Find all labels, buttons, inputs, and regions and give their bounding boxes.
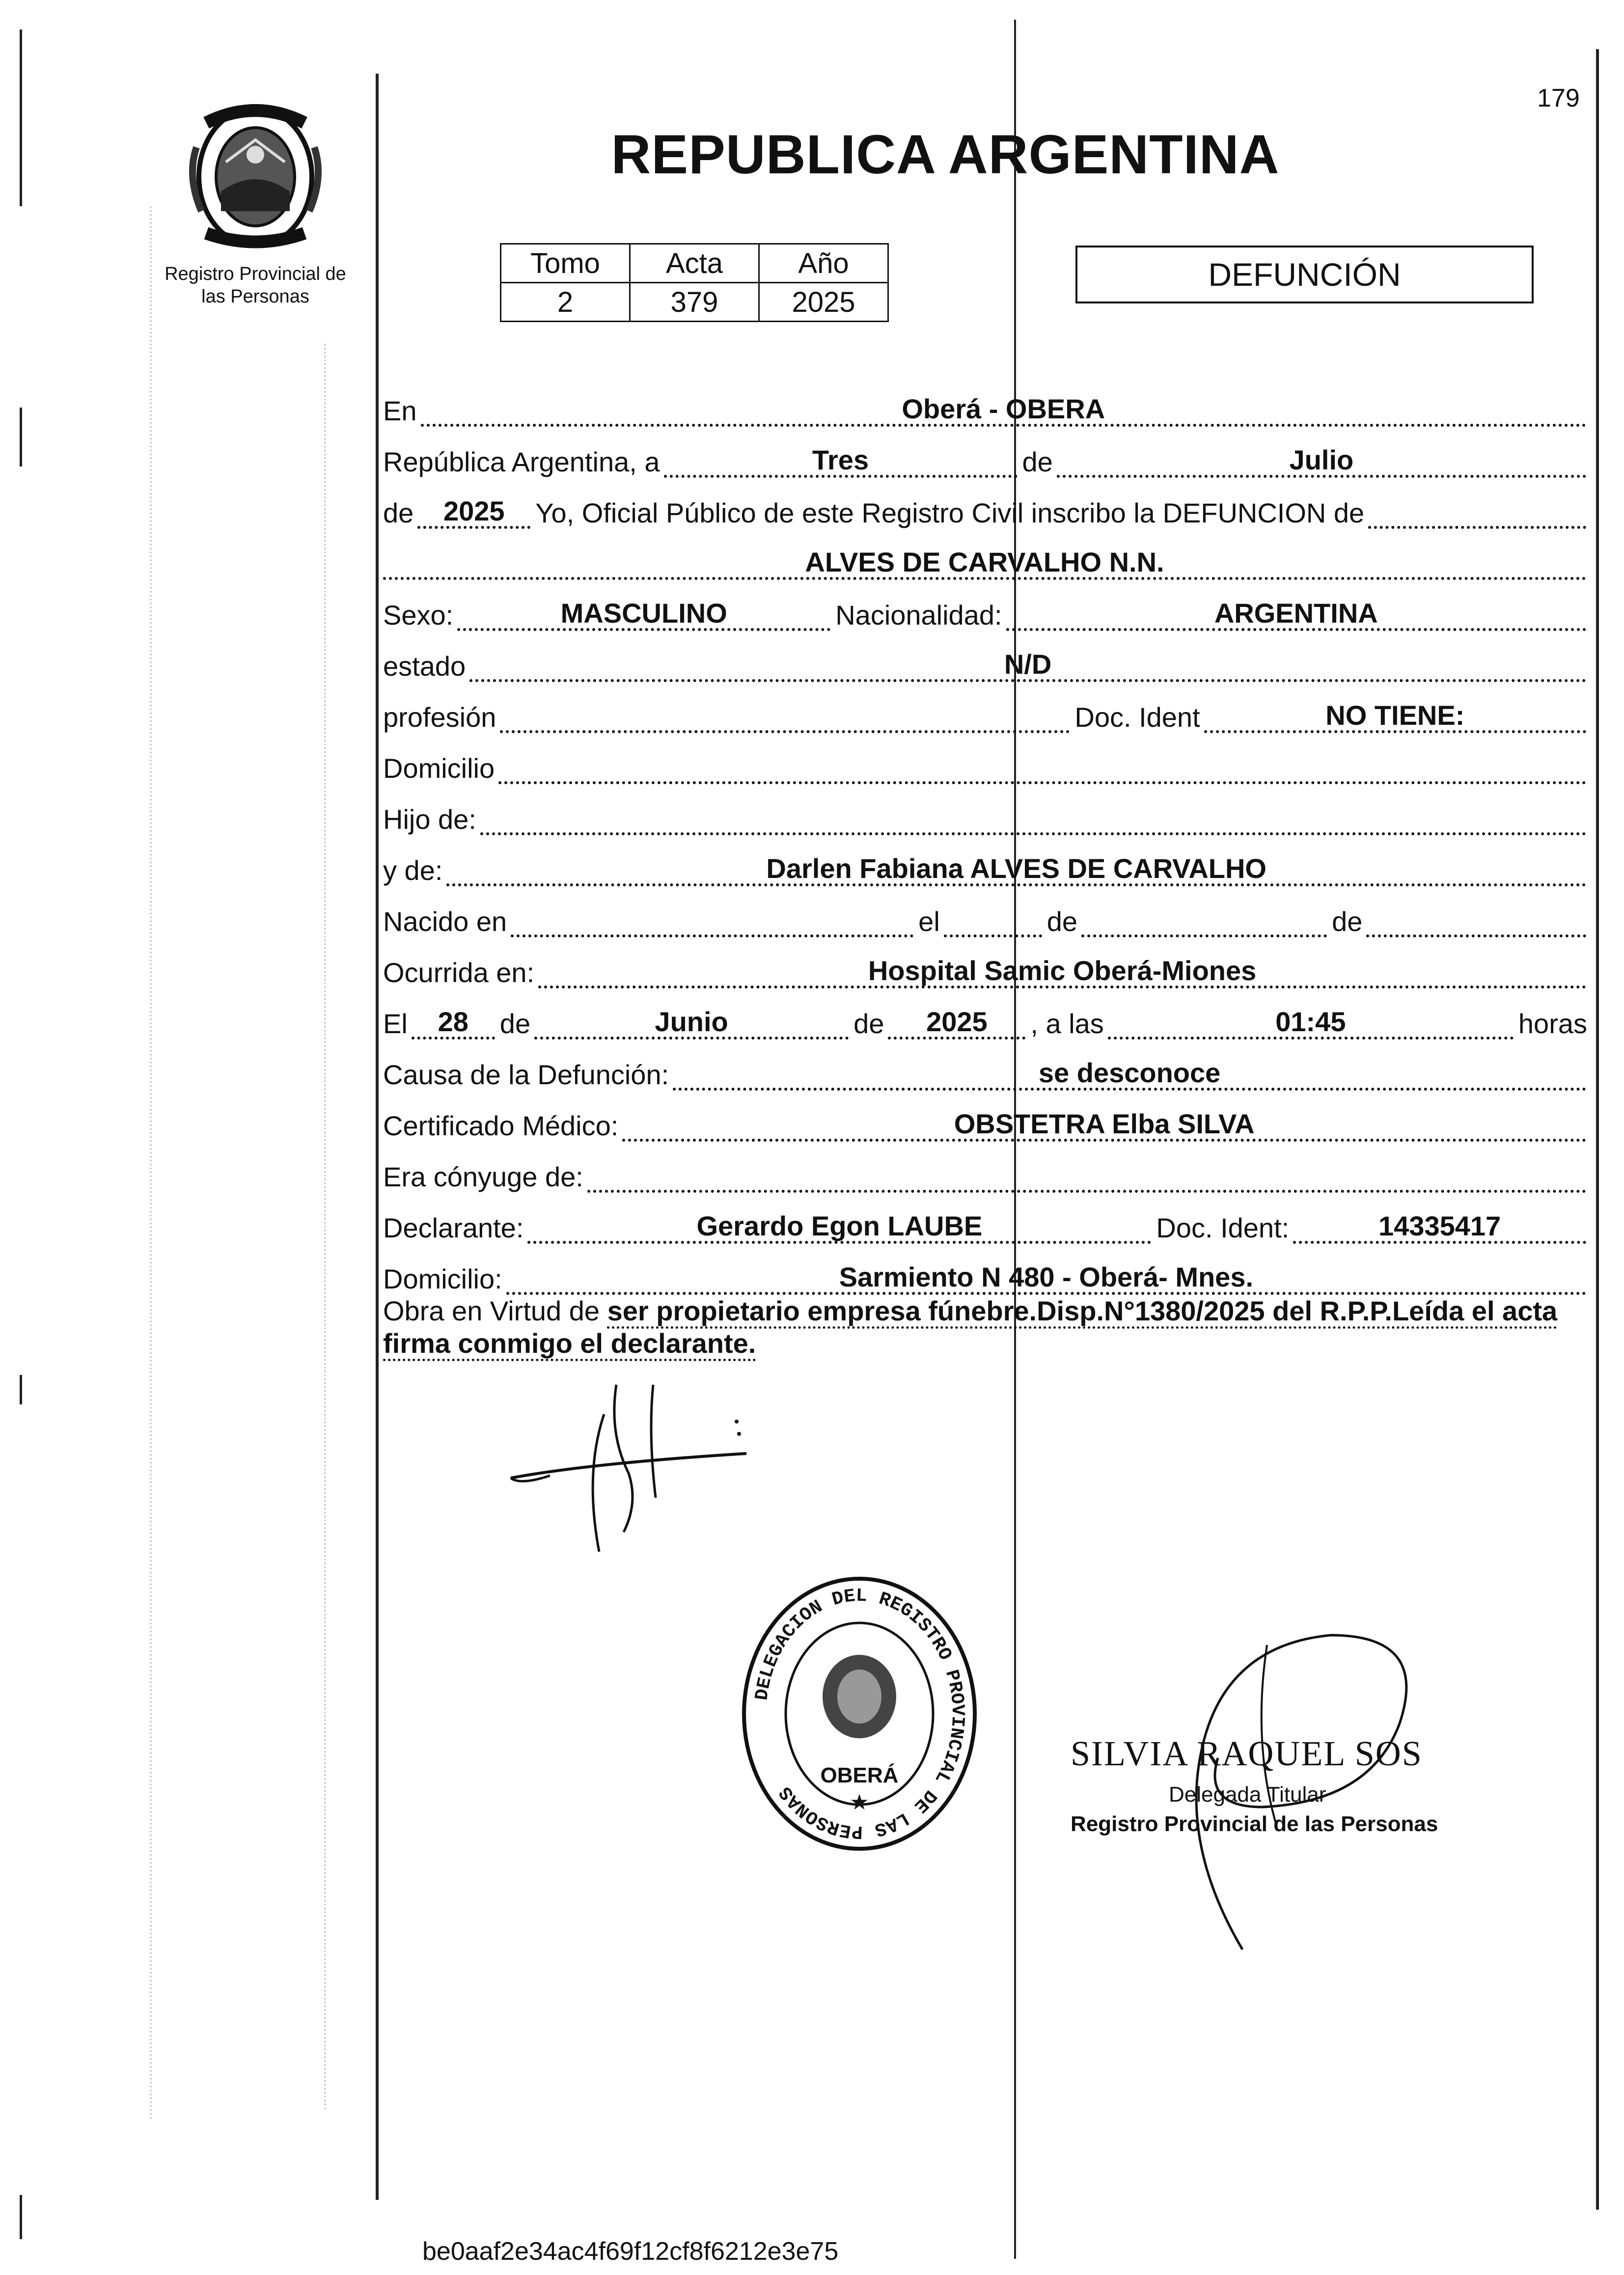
a-las-label: , a las xyxy=(1030,1008,1104,1039)
org-name xyxy=(147,263,363,308)
stamp-center-text: OBERÁ xyxy=(820,1763,899,1787)
death-time-value: 01:45 xyxy=(1275,1006,1346,1037)
el-label-2: El xyxy=(383,1008,408,1039)
declarante-label: Declarante: xyxy=(383,1212,524,1243)
estado-value: N/D xyxy=(1004,649,1052,680)
nacido-en-field xyxy=(511,905,913,937)
month-value: Julio xyxy=(1289,444,1354,475)
doc-ident-label: Doc. Ident xyxy=(1074,702,1200,733)
ocurrida-en-field xyxy=(538,956,1586,988)
org-name-line2: las Personas xyxy=(201,286,309,307)
birth-year-field xyxy=(1366,905,1586,937)
record-value-row xyxy=(501,283,888,322)
el-label: el xyxy=(918,906,940,937)
conyuge-field xyxy=(587,1160,1586,1193)
conyuge-label: Era cónyuge de: xyxy=(383,1161,583,1192)
obra-label: Obra en Virtud de xyxy=(383,1295,600,1326)
declarante-domicilio-value: Sarmiento N 480 - Oberá- Mnes. xyxy=(839,1261,1254,1292)
en-field xyxy=(421,394,1587,427)
day-words-value: Tres xyxy=(812,444,869,475)
record-type-box: DEFUNCIÓN xyxy=(1075,246,1534,303)
deceased-name: ALVES DE CARVALHO N.N. xyxy=(805,547,1164,577)
official-name: SILVIA RAQUEL SOS xyxy=(1071,1734,1423,1773)
left-margin-rule xyxy=(20,408,22,466)
record-number-table xyxy=(500,243,889,322)
ocurrida-en-label: Ocurrida en: xyxy=(383,957,535,988)
year-field xyxy=(417,496,530,529)
form-left-border xyxy=(376,74,379,2200)
declarante-doc-value: 14335417 xyxy=(1378,1210,1501,1241)
certificado-value: OBSTETRA Elba SILVA xyxy=(954,1108,1255,1139)
row-death-date xyxy=(383,988,1591,1040)
y-de-field xyxy=(446,854,1586,886)
de-label: de xyxy=(1022,446,1053,477)
document-hash: be0aaf2e34ac4f69f12cf8f6212e3e75 xyxy=(422,2237,839,2266)
declarante-field xyxy=(527,1211,1151,1244)
horas-label: horas xyxy=(1518,1008,1587,1039)
acta-header: Acta xyxy=(630,244,759,283)
stamp-star-icon: ★ xyxy=(850,1790,869,1814)
margin-dots xyxy=(150,206,154,2121)
anio-header: Año xyxy=(759,244,888,283)
acta-value: 379 xyxy=(630,283,759,322)
row-deceased xyxy=(383,529,1591,580)
de-label-2: de xyxy=(1046,906,1078,937)
profesion-label: profesión xyxy=(383,702,496,733)
month-field xyxy=(1057,445,1586,478)
estado-field xyxy=(469,650,1586,682)
doc-ident-field xyxy=(1204,701,1586,733)
row-certificado xyxy=(383,1091,1591,1142)
row-ocurrida xyxy=(383,937,1591,988)
death-year-value: 2025 xyxy=(926,1006,988,1037)
official-role: Delegada Titular xyxy=(1169,1782,1326,1807)
row-en xyxy=(383,376,1591,427)
causa-field xyxy=(673,1058,1586,1091)
document-title: REPUBLICA ARGENTINA xyxy=(611,124,1280,185)
row-year-intro xyxy=(383,478,1591,529)
row-conyuge xyxy=(383,1142,1591,1193)
official-signature xyxy=(1056,1596,1449,1964)
de-label-3: de xyxy=(1332,906,1363,937)
anio-value: 2025 xyxy=(759,283,888,322)
row-estado xyxy=(383,631,1591,682)
page-number: 179 xyxy=(1537,84,1580,112)
death-record-form xyxy=(383,376,1591,1364)
profesion-field xyxy=(500,701,1070,733)
declarant-signature xyxy=(491,1375,786,1571)
hijo-de-label: Hijo de: xyxy=(383,804,476,835)
certificado-field xyxy=(622,1109,1586,1142)
record-header-row xyxy=(501,244,888,283)
sexo-value: MASCULINO xyxy=(560,598,727,629)
form-right-border xyxy=(1596,49,1599,2210)
sexo-label: Sexo: xyxy=(383,600,454,630)
row-declarante xyxy=(383,1193,1591,1244)
y-de-label: y de: xyxy=(383,855,443,886)
birth-day-field xyxy=(944,905,1042,937)
row-date xyxy=(383,427,1591,478)
deceased-field xyxy=(383,548,1586,580)
domicilio-label-2: Domicilio: xyxy=(383,1263,502,1294)
hijo-de-field xyxy=(480,803,1586,835)
death-year-field xyxy=(888,1007,1025,1040)
de-year-label: de xyxy=(383,497,414,528)
de-label-4: de xyxy=(499,1008,531,1039)
domicilio-field xyxy=(498,752,1586,784)
obra-paragraph xyxy=(383,1295,1591,1360)
official-org: Registro Provincial de las Personas xyxy=(1071,1812,1438,1836)
margin-dots xyxy=(324,344,329,2111)
row-profesion xyxy=(383,682,1591,733)
left-margin-rule xyxy=(20,1375,22,1404)
en-value: Oberá - OBERA xyxy=(902,393,1105,424)
obra-value: ser propietario empresa fúnebre.Disp.N°1380/2025 del R.P.P.Leída el acta firma conmigo el declarante. xyxy=(383,1295,1558,1359)
nacionalidad-label: Nacionalidad: xyxy=(835,600,1002,630)
row-obra xyxy=(383,1295,1591,1364)
declarante-domicilio-field xyxy=(506,1262,1586,1295)
year-value: 2025 xyxy=(443,495,505,526)
day-field xyxy=(664,445,1018,478)
nacionalidad-field xyxy=(1006,599,1586,631)
doc-ident-value: NO TIENE: xyxy=(1325,700,1465,731)
death-day-field xyxy=(412,1007,495,1040)
causa-label: Causa de la Defunción: xyxy=(383,1059,669,1090)
tomo-header: Tomo xyxy=(501,244,630,283)
y-de-value: Darlen Fabiana ALVES DE CARVALHO xyxy=(766,853,1266,884)
row-hijo-de xyxy=(383,784,1591,835)
birth-month-field xyxy=(1081,905,1327,937)
declarante-doc-field xyxy=(1293,1211,1586,1244)
domicilio-label: Domicilio xyxy=(383,753,495,784)
row-declarante-domicilio xyxy=(383,1244,1591,1295)
nacido-en-label: Nacido en xyxy=(383,906,507,937)
certificado-label: Certificado Médico: xyxy=(383,1110,619,1141)
stamp-ring-text: DELEGACION DEL REGISTRO PROVINCIAL DE LAS PERSONAS xyxy=(751,1585,968,1842)
official-stamp xyxy=(737,1571,982,1856)
estado-label: estado xyxy=(383,651,466,682)
sexo-field xyxy=(457,599,830,631)
row-domicilio xyxy=(383,733,1591,784)
death-day-value: 28 xyxy=(438,1006,468,1037)
doc-ident-label-2: Doc. Ident: xyxy=(1156,1212,1290,1243)
death-time-field xyxy=(1108,1007,1514,1040)
row-sexo xyxy=(383,580,1591,631)
republica-label: República Argentina, a xyxy=(383,446,660,477)
tomo-value: 2 xyxy=(501,283,630,322)
left-margin-rule xyxy=(20,2195,22,2239)
intro-text: Yo, Oficial Público de este Registro Civil inscribo la DEFUNCION de xyxy=(535,497,1365,528)
death-month-value: Junio xyxy=(655,1006,728,1037)
row-y-de xyxy=(383,835,1591,886)
nacionalidad-value: ARGENTINA xyxy=(1214,598,1378,629)
org-name-line1: Registro Provincial de xyxy=(165,264,346,284)
declarante-value: Gerardo Egon LAUBE xyxy=(696,1210,983,1241)
de-label-5: de xyxy=(853,1008,884,1039)
row-nacido xyxy=(383,886,1591,937)
provincial-seal xyxy=(177,93,334,250)
ocurrida-en-value: Hospital Samic Oberá-Miones xyxy=(868,955,1257,986)
en-label: En xyxy=(383,395,417,426)
row-causa xyxy=(383,1040,1591,1091)
death-month-field xyxy=(534,1007,849,1040)
causa-value: se desconoce xyxy=(1038,1057,1221,1088)
left-margin-rule xyxy=(20,29,22,206)
intro-blank xyxy=(1368,496,1586,529)
